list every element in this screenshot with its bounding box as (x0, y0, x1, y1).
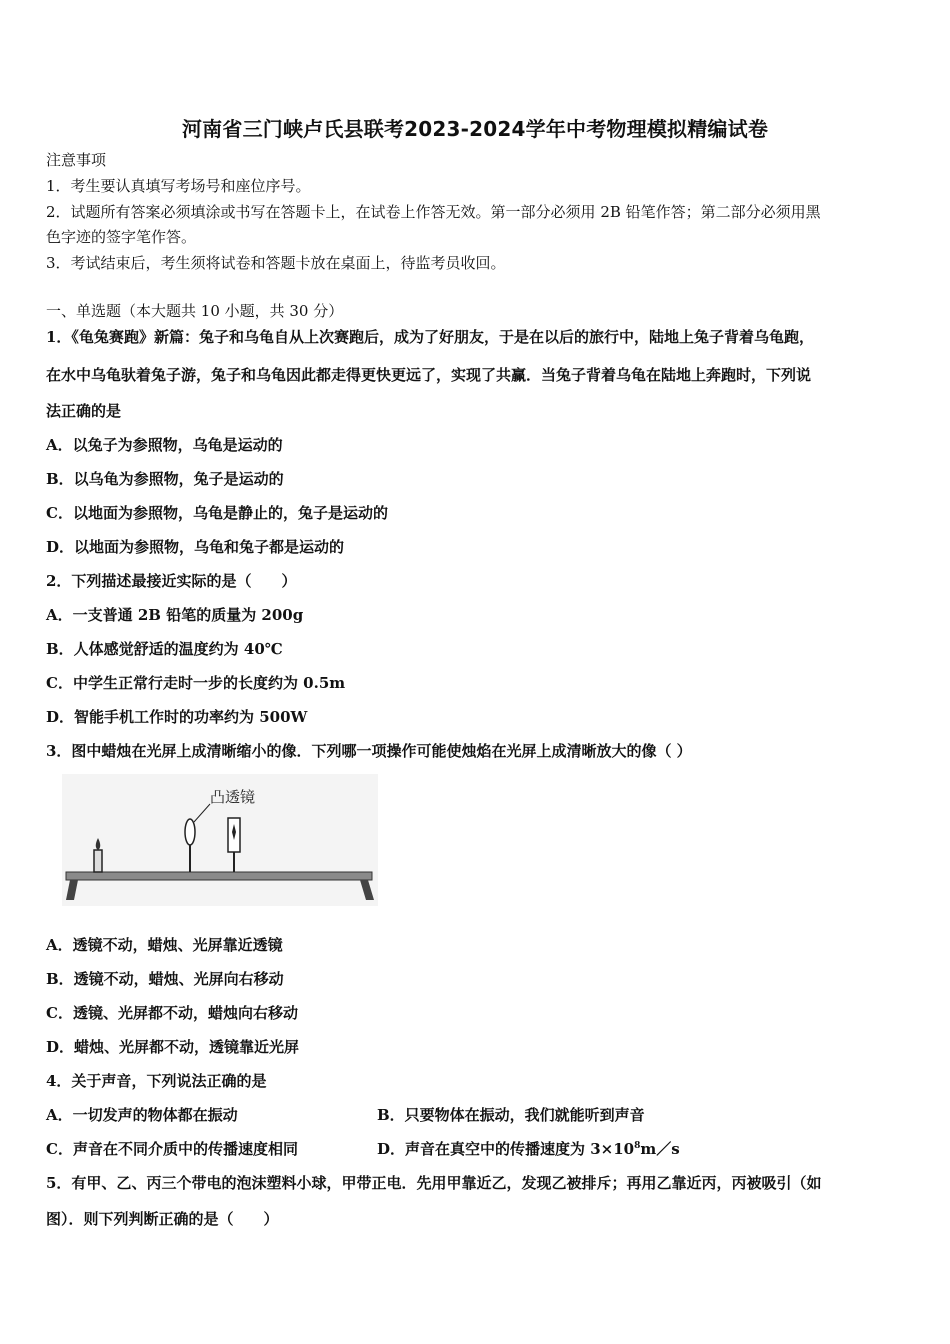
lens-bench-figure (62, 774, 378, 906)
q4-option-b: B．只要物体在振动，我们就能听到声音 (377, 1106, 645, 1124)
q1-option-b: B．以乌龟为参照物，兔子是运动的 (46, 470, 284, 488)
q4-option-d-exponent: 8 (634, 1141, 641, 1151)
q1-stem: 法正确的是 (46, 402, 122, 420)
q3-stem: 3．图中蜡烛在光屏上成清晰缩小的像．下列哪一项操作可能使烛焰在光屏上成清晰放大的像（ ） (46, 742, 692, 760)
q4-option-a: A．一切发声的物体都在振动 (46, 1106, 238, 1124)
notice-item: 色字迹的签字笔作答。 (46, 228, 197, 246)
q4-option-d-unit: m／s (640, 1140, 680, 1158)
q4-stem: 4．关于声音，下列说法正确的是 (46, 1072, 267, 1090)
q5-stem: 图）．则下列判断正确的是（ ） (46, 1210, 279, 1228)
q3-option-c: C．透镜、光屏都不动，蜡烛向右移动 (46, 1004, 298, 1022)
q1-stem: 1．《龟兔赛跑》新篇：兔子和乌龟自从上次赛跑后，成为了好朋友，于是在以后的旅行中，陆地上兔子背着乌龟跑， (46, 328, 814, 346)
q2-option-c: C．中学生正常行走时一步的长度约为 0.5m (46, 674, 346, 692)
lens-label: 凸透镜 (210, 788, 256, 806)
q4-option-d (377, 1139, 680, 1159)
q2-stem: 2．下列描述最接近实际的是（ ） (46, 572, 297, 590)
q4-option-d-text: D．声音在真空中的传播速度为 3×10 (377, 1140, 635, 1158)
q1-stem: 在水中乌龟驮着兔子游，兔子和乌龟因此都走得更快更远了，实现了共赢．当兔子背着乌龟在陆地上奔跑时，下列说 (46, 366, 812, 384)
notice-item: 1．考生要认真填写考场号和座位序号。 (46, 177, 311, 195)
page-title: 河南省三门峡卢氏县联考2023-2024学年中考物理模拟精编试卷 (181, 117, 769, 141)
q1-option-d: D．以地面为参照物，乌龟和兔子都是运动的 (46, 538, 345, 556)
section-heading: 一、单选题（本大题共 10 小题，共 30 分） (46, 302, 344, 320)
notice-item: 3．考试结束后，考生须将试卷和答题卡放在桌面上，待监考员收回。 (46, 254, 506, 272)
q2-option-a: A．一支普通 2B 铅笔的质量为 200g (46, 606, 304, 624)
q1-option-c: C．以地面为参照物，乌龟是静止的，兔子是运动的 (46, 504, 388, 522)
q3-option-d: D．蜡烛、光屏都不动，透镜靠近光屏 (46, 1038, 300, 1056)
notice-heading: 注意事项 (46, 151, 107, 169)
q1-option-a: A．以兔子为参照物，乌龟是运动的 (46, 436, 283, 454)
q2-option-d: D．智能手机工作时的功率约为 500W (46, 708, 308, 726)
q3-option-a: A．透镜不动，蜡烛、光屏靠近透镜 (46, 936, 283, 954)
q3-option-b: B．透镜不动，蜡烛、光屏向右移动 (46, 970, 284, 988)
q4-option-c: C．声音在不同介质中的传播速度相同 (46, 1140, 298, 1158)
q5-stem: 5．有甲、乙、丙三个带电的泡沫塑料小球，甲带正电．先用甲靠近乙，发现乙被排斥；再用乙靠近丙，丙被吸引（如 (46, 1174, 822, 1192)
notice-item: 2．试题所有答案必须填涂或书写在答题卡上，在试卷上作答无效。第一部分必须用 2B 铅笔作答；第二部分必须用黑 (46, 203, 821, 221)
q2-option-b: B．人体感觉舒适的温度约为 40℃ (46, 640, 283, 658)
